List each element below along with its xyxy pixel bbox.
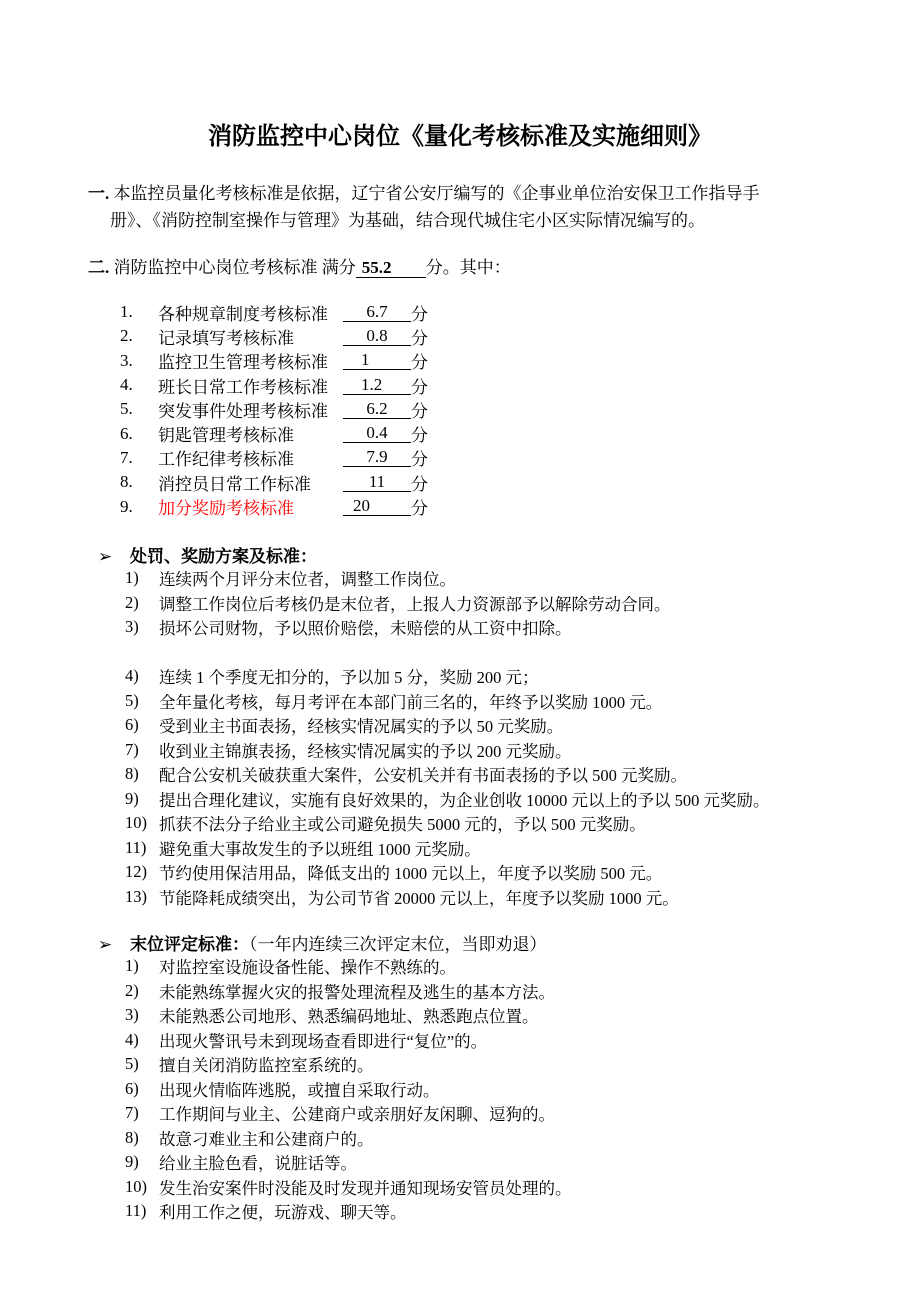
list-item: [125, 591, 770, 616]
item-number: 5.: [120, 399, 133, 419]
score-value: 6.2: [343, 400, 411, 419]
list-item: [125, 836, 770, 861]
item-number: 8.: [120, 472, 133, 492]
item-number: 9): [125, 788, 139, 808]
score-item: [120, 300, 428, 324]
last-place-list: [125, 954, 572, 1224]
score-item: [120, 494, 428, 518]
score-label: 突发事件处理考核标准: [158, 401, 328, 421]
item-number: 7.: [120, 447, 133, 467]
heading-note: （一年内连续三次评定末位，当即劝退）: [249, 935, 547, 954]
score-item: [120, 349, 428, 373]
item-text: 调整工作岗位后考核仍是末位者，上报人力资源部予以解除劳动合同。: [159, 594, 671, 614]
list-item: [125, 954, 572, 979]
item-text: 避免重大事故发生的予以班组 1000 元奖励。: [159, 839, 481, 859]
section-number: 二.: [88, 258, 110, 277]
item-text: 损坏公司财物，予以照价赔偿，未赔偿的从工资中扣除。: [159, 619, 572, 639]
score-item: [120, 324, 428, 348]
score-value: 0.4: [343, 424, 411, 443]
item-number: 8): [125, 1127, 139, 1147]
score-unit: 分: [411, 304, 428, 324]
item-text: 对监控室设施设备性能、操作不熟练的。: [159, 958, 456, 978]
score-label: 监控卫生管理考核标准: [158, 353, 328, 373]
score-value: 0.8: [343, 327, 411, 346]
score-unit: 分: [411, 328, 428, 348]
list-item: [125, 979, 572, 1004]
list-item: [125, 1003, 572, 1028]
list-item: [125, 566, 770, 591]
item-text: 利用工作之便，玩游戏、聊天等。: [159, 1203, 407, 1223]
item-number: 4): [125, 666, 139, 686]
item-text: 受到业主书面表扬，经核实情况属实的予以 50 元奖励。: [159, 717, 564, 737]
list-item: [125, 787, 770, 812]
item-number: 4): [125, 1029, 139, 1049]
section-1-line-2: 册》、《消防控制室操作与管理》为基础，结合现代城住宅小区实际情况编写的。: [110, 211, 705, 230]
list-item: [125, 1175, 572, 1200]
list-item: [125, 1126, 572, 1151]
item-number: 1.: [120, 302, 133, 322]
score-value: 11: [343, 473, 411, 492]
list-item: [125, 811, 770, 836]
item-number: 3): [125, 617, 139, 637]
penalty-list: [125, 566, 770, 909]
item-text: 未能熟练掌握火灾的报警处理流程及逃生的基本方法。: [159, 982, 555, 1002]
score-unit: 分: [411, 377, 428, 397]
arrow-bullet-icon: ➢: [98, 935, 113, 954]
score-value: 7.9: [343, 448, 411, 467]
score-unit: 分: [411, 401, 428, 421]
score-item: [120, 470, 428, 494]
item-number: 5): [125, 690, 139, 710]
item-text: 擅自关闭消防监控室系统的。: [159, 1056, 374, 1076]
item-number: 10): [125, 1176, 147, 1196]
section-2: [88, 254, 828, 281]
item-text: 未能熟悉公司地形、熟悉编码地址、熟悉跑点位置。: [159, 1007, 539, 1027]
item-number: 2): [125, 592, 139, 612]
score-unit: 分: [411, 474, 428, 494]
item-text: 节约使用保洁用品，降低支出的 1000 元以上，年度予以奖励 500 元。: [159, 864, 663, 884]
item-text: 配合公安机关破获重大案件，公安机关并有书面表扬的予以 500 元奖励。: [159, 766, 687, 786]
list-item: [125, 713, 770, 738]
list-item: [125, 664, 770, 689]
score-value: 6.7: [343, 303, 411, 322]
list-item: [125, 738, 770, 763]
list-item: [125, 1101, 572, 1126]
item-number: 3.: [120, 350, 133, 370]
score-item: [120, 446, 428, 470]
section-1-line-1: 本监控员量化考核标准是依据，辽宁省公安厅编写的《企事业单位治安保卫工作指导手: [113, 184, 760, 203]
item-text: 连续 1 个季度无扣分的，予以加 5 分，奖励 200 元；: [159, 668, 539, 688]
score-label: 钥匙管理考核标准: [158, 426, 294, 446]
item-text: 节能降耗成绩突出，为公司节省 20000 元以上，年度予以奖励 1000 元。: [159, 888, 679, 908]
item-number: 12): [125, 862, 147, 882]
item-number: 8): [125, 764, 139, 784]
item-number: 10): [125, 813, 147, 833]
list-item: [125, 1052, 572, 1077]
item-number: 9): [125, 1152, 139, 1172]
arrow-bullet-icon: ➢: [98, 547, 113, 566]
heading-text: 处罚、奖励方案及标准：: [130, 547, 317, 566]
list-item: [125, 885, 770, 910]
item-number: 6): [125, 1078, 139, 1098]
heading-text: 末位评定标准：: [130, 935, 249, 954]
score-unit: 分: [411, 450, 428, 470]
total-score: 55.2: [356, 259, 426, 278]
penalty-heading: [98, 542, 317, 567]
section-2-text: 消防监控中心岗位考核标准 满分: [113, 258, 356, 277]
score-label: 记录填写考核标准: [158, 328, 294, 348]
score-item: [120, 421, 428, 445]
item-number: 7): [125, 739, 139, 759]
item-number: 4.: [120, 375, 133, 395]
list-item: [125, 762, 770, 787]
section-number: 一.: [88, 184, 110, 203]
score-unit: 分: [411, 426, 428, 446]
item-number: 9.: [120, 496, 133, 516]
list-item: [125, 615, 770, 640]
spacer: [125, 640, 770, 665]
item-number: 13): [125, 886, 147, 906]
score-label: 消控员日常工作标准: [158, 474, 311, 494]
score-label: 班长日常工作考核标准: [158, 377, 328, 397]
score-label: 各种规章制度考核标准: [158, 304, 328, 324]
item-text: 故意刁难业主和公建商户的。: [159, 1129, 374, 1149]
score-item: [120, 373, 428, 397]
item-text: 给业主脸色看，说脏话等。: [159, 1154, 357, 1174]
list-item: [125, 1150, 572, 1175]
item-number: 5): [125, 1054, 139, 1074]
list-item: [125, 1199, 572, 1224]
score-item: [120, 397, 428, 421]
item-text: 抓获不法分子给业主或公司避免损失 5000 元的，予以 500 元奖励。: [159, 815, 646, 835]
item-number: 1): [125, 568, 139, 588]
item-number: 6.: [120, 423, 133, 443]
item-number: 3): [125, 1005, 139, 1025]
score-list: [120, 300, 428, 519]
score-unit: 分: [411, 499, 428, 519]
score-value: 1: [343, 351, 411, 370]
score-label: 工作纪律考核标准: [158, 450, 294, 470]
item-text: 发生治安案件时没能及时发现并通知现场安管员处理的。: [159, 1178, 572, 1198]
last-place-heading: [98, 930, 547, 955]
list-item: [125, 689, 770, 714]
item-text: 全年量化考核，每月考评在本部门前三名的，年终予以奖励 1000 元。: [159, 692, 663, 712]
score-label-highlighted: 加分奖励考核标准: [158, 499, 294, 519]
item-text: 连续两个月评分末位者，调整工作岗位。: [159, 570, 456, 590]
item-number: 6): [125, 715, 139, 735]
item-number: 2.: [120, 326, 133, 346]
page-title: 消防监控中心岗位《量化考核标准及实施细则》: [208, 124, 712, 150]
item-text: 提出合理化建议，实施有良好效果的，为企业创收 10000 元以上的予以 500 元奖励。: [159, 790, 770, 810]
item-number: 11): [125, 837, 147, 857]
item-number: 7): [125, 1103, 139, 1123]
section-1: [88, 180, 828, 234]
list-item: [125, 1028, 572, 1053]
item-text: 出现火情临阵逃脱，或擅自采取行动。: [159, 1080, 440, 1100]
list-item: [125, 860, 770, 885]
score-value: 1.2: [343, 376, 411, 395]
list-item: [125, 1077, 572, 1102]
item-number: 1): [125, 956, 139, 976]
item-text: 出现火警讯号未到现场查看即进行“复位”的。: [159, 1031, 488, 1051]
item-text: 工作期间与业主、公建商户或亲朋好友闲聊、逗狗的。: [159, 1105, 555, 1125]
item-number: 11): [125, 1201, 147, 1221]
score-unit: 分: [411, 353, 428, 373]
item-text: 收到业主锦旗表扬，经核实情况属实的予以 200 元奖励。: [159, 741, 572, 761]
item-number: 2): [125, 980, 139, 1000]
score-value: 20: [343, 497, 411, 516]
section-2-suffix: 分。其中：: [425, 258, 511, 277]
